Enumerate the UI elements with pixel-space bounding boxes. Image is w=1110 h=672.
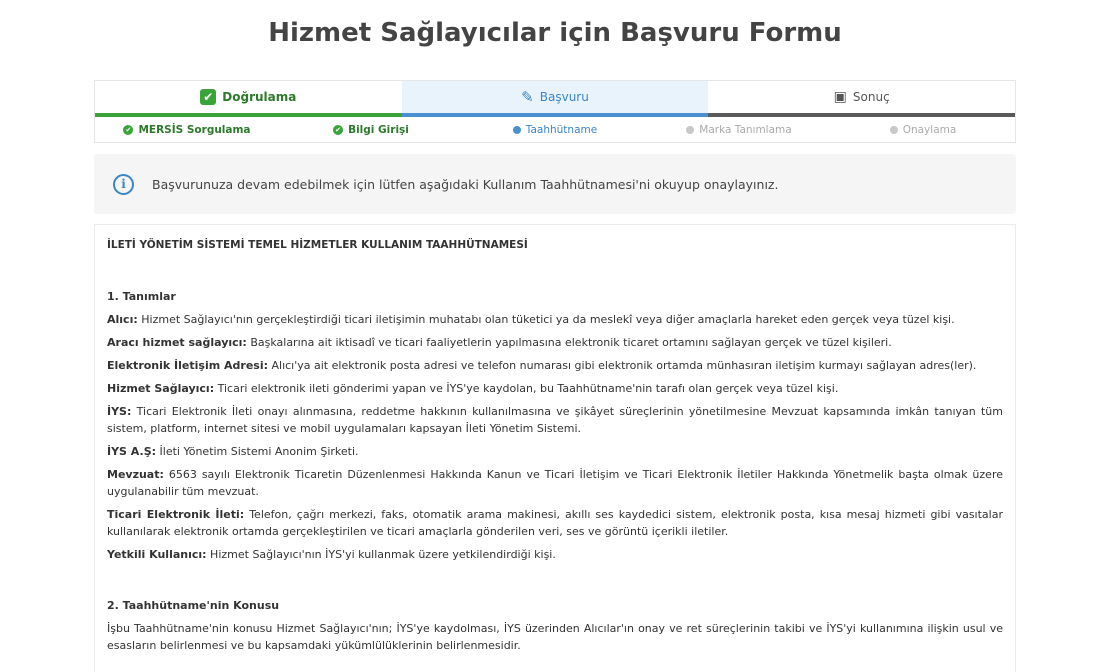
substep-taahhutname[interactable] xyxy=(463,124,647,136)
spacer xyxy=(107,569,1003,597)
definition-item xyxy=(107,506,1003,540)
definition-term: İYS: xyxy=(107,405,132,418)
definition-term: İYS A.Ş: xyxy=(107,445,157,458)
definition-term: Alıcı: xyxy=(107,313,138,326)
check-circle-icon: ✔ xyxy=(333,125,343,135)
step-label: Başvuru xyxy=(539,90,589,104)
info-icon: i xyxy=(113,174,134,195)
definition-term: Hizmet Sağlayıcı: xyxy=(107,382,215,395)
terms-title: İLETİ YÖNETİM SİSTEMİ TEMEL HİZMETLER KULLANIM TAAHHÜTNAMESİ xyxy=(107,239,528,251)
info-text: Başvurunuza devam edebilmek için lütfen aşağıdaki Kullanım Taahhütnamesi'ni okuyup onaylayınız. xyxy=(152,176,779,192)
check-box-icon: ✔ xyxy=(200,89,216,105)
application-stepper xyxy=(94,80,1016,143)
definition-item xyxy=(107,311,1003,328)
step-label: Sonuç xyxy=(852,90,890,104)
substep-bilgi-girisi[interactable] xyxy=(279,124,463,136)
substep-label: Marka Tanımlama xyxy=(699,123,792,136)
main-steps xyxy=(95,81,1015,117)
definition-text: Ticari elektronik ileti gönderimi yapan ve İYS'ye kaydolan, bu Taahhütname'nin tarafı olan gerçek veya tüzel kişi. xyxy=(214,382,839,395)
definition-text: Hizmet Sağlayıcı'nın gerçekleştirdiği ticari iletişimin muhatabı olan tüketici ya da meslekî veya diğer amaçlarla hareket eden gerçek veya tüzel kişi. xyxy=(137,313,955,326)
definition-text: Hizmet Sağlayıcı'nın İYS'yi kullanmak üzere yetkilendirdiği kişi. xyxy=(206,548,556,561)
info-box xyxy=(94,154,1016,214)
step-label: Doğrulama xyxy=(222,90,297,104)
definition-item xyxy=(107,380,1003,397)
pending-dot-icon xyxy=(686,126,694,134)
check-circle-icon: ✔ xyxy=(123,125,133,135)
definition-text: Alıcı'ya ait elektronik posta adresi ve telefon numarası gibi elektronik ortamda münhasıran iletişim kurmayı sağlayan adres(ler). xyxy=(268,359,977,372)
terms-document[interactable] xyxy=(94,224,1016,672)
step-basvuru[interactable] xyxy=(402,81,709,117)
definition-item xyxy=(107,466,1003,500)
substep-label: Onaylama xyxy=(902,123,957,136)
definition-item xyxy=(107,334,1003,351)
step-sonuc[interactable] xyxy=(708,81,1015,117)
definition-item xyxy=(107,357,1003,374)
definition-item xyxy=(107,443,1003,460)
edit-icon: ✎ xyxy=(521,87,534,106)
definition-text: Ticari Elektronik İleti onayı alınmasına, reddetme hakkının kullanılmasına ve şikâyet süreçlerinin yönetilmesine Mevzuat kapsamında imkân tanıyan tüm sistem, platform, internet sitesi ve mobil uygulamaları kapsayan İleti Yönetim Sistemi. xyxy=(107,405,1003,435)
page-title: Hizmet Sağlayıcılar için Başvuru Formu xyxy=(268,18,842,48)
definition-item xyxy=(107,403,1003,437)
definition-item xyxy=(107,546,1003,563)
definition-term: Ticari Elektronik İleti: xyxy=(107,508,245,521)
substep-label: Bilgi Girişi xyxy=(348,123,409,136)
substep-label: MERSİS Sorgulama xyxy=(138,123,251,136)
definition-term: Mevzuat: xyxy=(107,468,164,481)
definition-text: İleti Yönetim Sistemi Anonim Şirketi. xyxy=(156,445,359,458)
section-title: 2. Taahhütname'nin Konusu xyxy=(107,599,280,612)
substep-onaylama xyxy=(831,124,1015,136)
step-dogrulama[interactable] xyxy=(95,81,402,117)
result-icon: ▣ xyxy=(833,89,847,105)
active-dot-icon xyxy=(513,126,521,134)
section-text: İşbu Taahhütname'nin konusu Hizmet Sağlayıcı'nın; İYS'ye kaydolması, İYS üzerinden Alıcılar'ın onay ve ret süreçlerinin takibi ve İYS'yi kullanımına ilişkin usul ve esasların belirlenmesi ve bu kapsamdaki yükümlülüklerinin belirlenmesidir. xyxy=(107,622,1003,652)
definition-term: Elektronik İletişim Adresi: xyxy=(107,359,268,372)
sub-steps xyxy=(95,117,1015,142)
definition-text: Başkalarına ait iktisadî ve ticari faaliyetlerin yapılmasına elektronik ticaret ortamını sağlayan gerçek ve tüzel kişileri. xyxy=(246,336,892,349)
definition-term: Aracı hizmet sağlayıcı: xyxy=(107,336,247,349)
definition-text: 6563 sayılı Elektronik Ticaretin Düzenlenmesi Hakkında Kanun ve Ticari İletişim ve Ticari Elektronik İletiler Hakkında Yönetmelik başta olmak üzere uygulanabilir tüm mevzuat. xyxy=(107,468,1003,498)
definition-term: Yetkili Kullanıcı: xyxy=(107,548,207,561)
substep-marka-tanimlama xyxy=(647,124,831,136)
pending-dot-icon xyxy=(890,126,898,134)
definition-text: Telefon, çağrı merkezi, faks, otomatik arama makinesi, akıllı ses kaydedici sistem, elektronik posta, kısa mesaj hizmeti gibi vasıtalar kullanılarak elektronik ortamda gerçekleştirilen ve ticari amaçlarla gönderilen veri, ses ve görüntü içerikli iletiler. xyxy=(107,508,1003,538)
substep-mersis-sorgulama[interactable] xyxy=(95,124,279,136)
section-title: 1. Tanımlar xyxy=(107,290,176,303)
substep-label: Taahhütname xyxy=(525,123,598,136)
